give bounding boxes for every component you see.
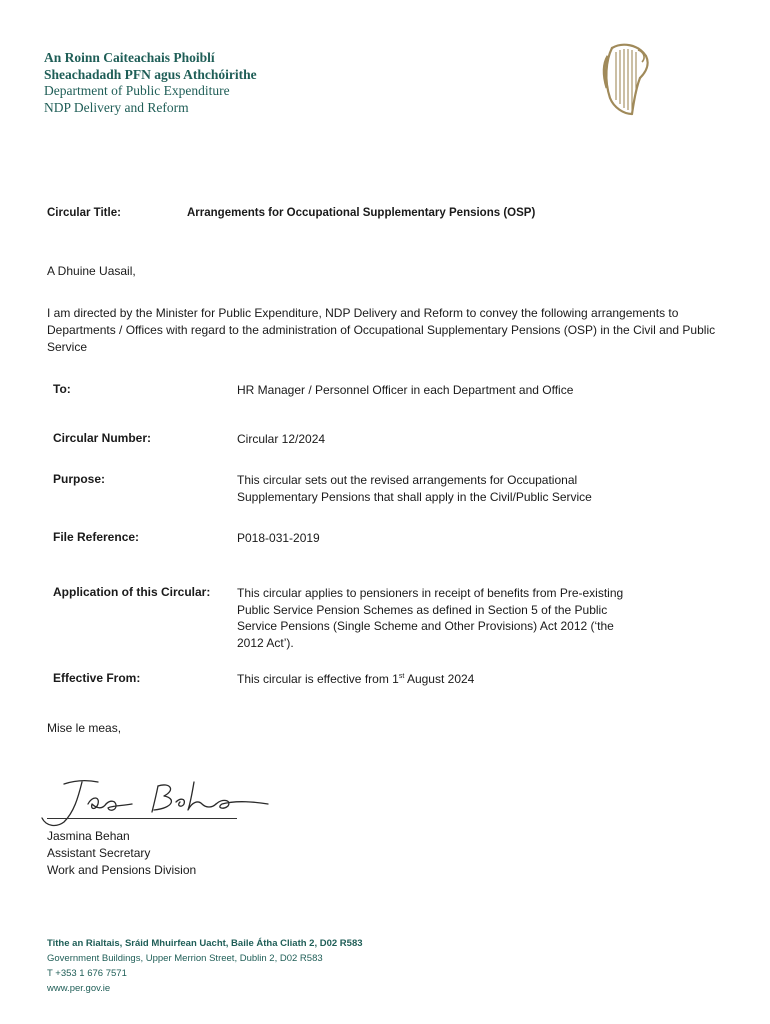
footer-address-irish: Tithe an Rialtais, Sráid Mhuirfean Uacht, Baile Átha Cliath 2, D02 R583	[47, 938, 363, 949]
dept-name-irish-2: Sheachadadh PFN agus Athchóirithe	[44, 66, 257, 82]
footer-address-english: Government Buildings, Upper Merrion Street, Dublin 2, D02 R583	[47, 953, 323, 964]
signature-image	[36, 772, 276, 830]
detail-label-purpose: Purpose:	[53, 472, 106, 486]
signer-block	[47, 828, 196, 879]
footer-website[interactable]: www.per.gov.ie	[47, 983, 111, 994]
detail-value-to: HR Manager / Personnel Officer in each Department and Office	[237, 383, 574, 397]
signer-name: Jasmina Behan	[47, 829, 130, 843]
department-header	[44, 50, 257, 116]
effective-from-prefix: This circular is effective from 1	[237, 672, 399, 686]
detail-label-to: To:	[53, 382, 71, 396]
detail-value-purpose: This circular sets out the revised arrangements for Occupational Supplementary Pensions that shall apply in the Civil/Public Service	[237, 473, 592, 504]
circular-title: Arrangements for Occupational Supplementary Pensions (OSP)	[187, 207, 536, 219]
footer-phone: T +353 1 676 7571	[47, 968, 127, 979]
greeting: A Dhuine Uasail,	[47, 264, 136, 278]
effective-from-sup: st	[398, 673, 405, 680]
detail-value-circular-number: Circular 12/2024	[237, 432, 326, 446]
detail-value-effective-from	[237, 671, 637, 688]
detail-label-application: Application of this Circular:	[53, 585, 211, 599]
dept-name-english-1: Department of Public Expenditure	[44, 83, 230, 98]
signer-title: Assistant Secretary	[47, 846, 151, 860]
circular-title-label: Circular Title:	[47, 207, 121, 219]
detail-value-file-reference: P018-031-2019	[237, 531, 320, 545]
intro-paragraph: I am directed by the Minister for Public Expenditure, NDP Delivery and Reform to convey the following arrangements to Departments / Offices with regard to the administration of Occupational Supplementary Pensions (OSP) in the Civil and Public Service	[47, 306, 716, 354]
detail-label-circular-number: Circular Number:	[53, 431, 152, 445]
detail-label-effective-from: Effective From:	[53, 671, 141, 685]
effective-from-suffix: August 2024	[404, 672, 475, 686]
dept-name-irish-1: An Roinn Caiteachais Phoiblí	[44, 50, 215, 65]
signature-line	[47, 818, 237, 819]
detail-value-application: This circular applies to pensioners in receipt of benefits from Pre-existing Public Service Pension Schemes as defined in Section 5 of the Public Service Pensions (Single Scheme and Other Provisions) Act 2012 (‘the 2012 Act’).	[237, 586, 624, 650]
detail-label-file-reference: File Reference:	[53, 530, 140, 544]
footer	[47, 936, 363, 996]
closing: Mise le meas,	[47, 721, 122, 735]
harp-icon	[598, 38, 652, 118]
signer-division: Work and Pensions Division	[47, 863, 197, 877]
dept-name-english-2: NDP Delivery and Reform	[44, 99, 189, 115]
